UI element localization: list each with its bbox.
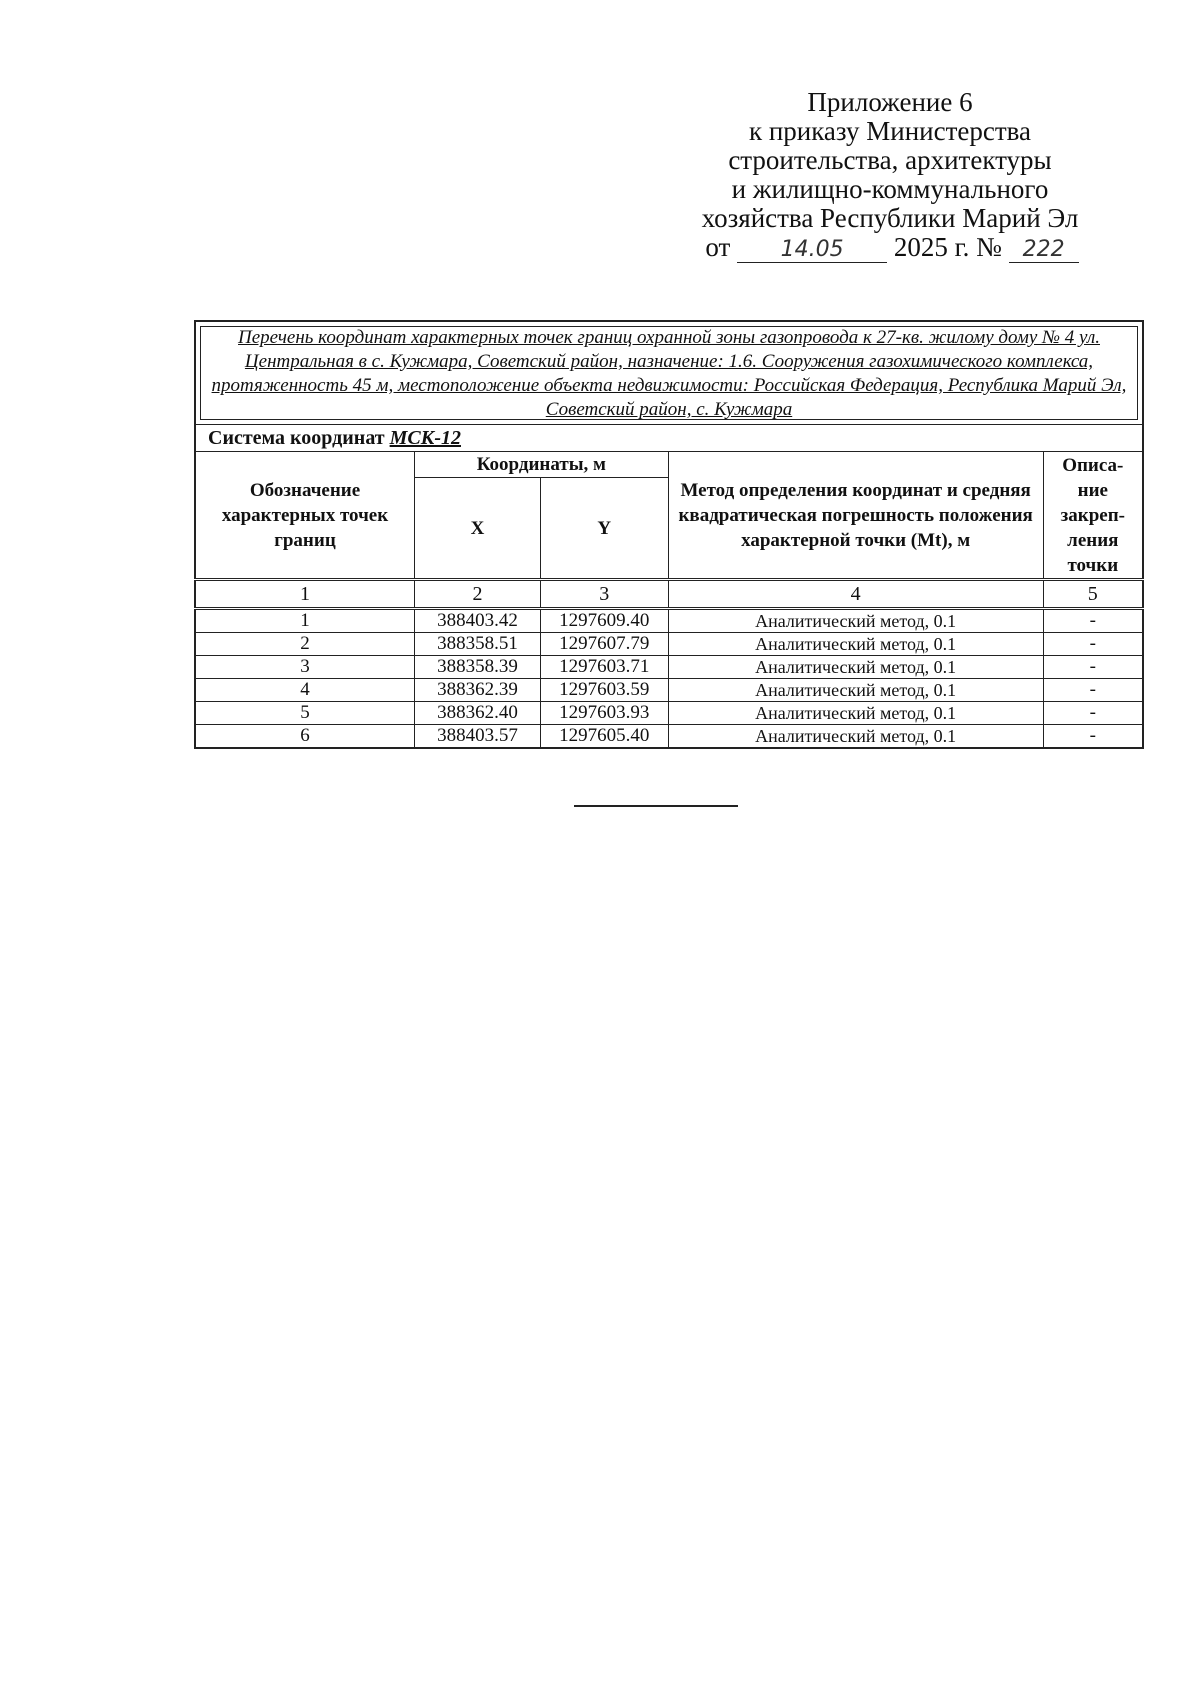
y-value: 1297603.71 xyxy=(540,656,668,679)
description-value: - xyxy=(1043,609,1143,633)
column-number: 3 xyxy=(540,580,668,609)
year-and-number-label: 2025 г. № xyxy=(893,232,1002,262)
header-coordinates: Координаты, м xyxy=(415,452,669,478)
header-method: Метод определения координат и средняя квадратическая погрешность положения характерной точки (Mt), м xyxy=(668,452,1043,580)
table-row xyxy=(195,656,1143,679)
appendix-number: Приложение 6 xyxy=(807,87,973,117)
point-id: 3 xyxy=(195,656,415,679)
order-reference: к приказу Министерства xyxy=(748,116,1032,146)
table-row xyxy=(195,702,1143,725)
method-value: Аналитический метод, 0.1 xyxy=(668,633,1043,656)
method-value: Аналитический метод, 0.1 xyxy=(668,609,1043,633)
order-date: 14.05 xyxy=(737,238,887,263)
point-id: 2 xyxy=(195,633,415,656)
y-value: 1297603.93 xyxy=(540,702,668,725)
header-point: Обозначение характерных точек границ xyxy=(195,452,415,580)
y-value: 1297609.40 xyxy=(540,609,668,633)
coordinates-table xyxy=(194,320,1144,749)
description-value: - xyxy=(1043,656,1143,679)
column-number: 5 xyxy=(1043,580,1143,609)
ministry-name-1: строительства, архитектуры xyxy=(728,145,1052,175)
description-value: - xyxy=(1043,633,1143,656)
x-value: 388403.57 xyxy=(415,725,541,749)
point-id: 4 xyxy=(195,679,415,702)
x-value: 388403.42 xyxy=(415,609,541,633)
method-value: Аналитический метод, 0.1 xyxy=(668,702,1043,725)
column-number: 2 xyxy=(415,580,541,609)
y-value: 1297607.79 xyxy=(540,633,668,656)
x-value: 388362.39 xyxy=(415,679,541,702)
order-number: 222 xyxy=(1009,238,1079,263)
coordinate-system-code: МСК-12 xyxy=(389,426,461,449)
method-value: Аналитический метод, 0.1 xyxy=(668,679,1043,702)
description-value: - xyxy=(1043,702,1143,725)
point-id: 6 xyxy=(195,725,415,749)
ministry-name-3: хозяйства Республики Марий Эл xyxy=(701,203,1079,233)
x-value: 388358.39 xyxy=(415,656,541,679)
table-row xyxy=(195,609,1143,633)
coordinate-system xyxy=(195,425,1143,452)
appendix-header xyxy=(640,88,1140,263)
description-value: - xyxy=(1043,725,1143,749)
order-date-line xyxy=(644,233,1140,263)
table-row xyxy=(195,679,1143,702)
x-value: 388362.40 xyxy=(415,702,541,725)
y-value: 1297603.59 xyxy=(540,679,668,702)
method-value: Аналитический метод, 0.1 xyxy=(668,656,1043,679)
header-description: Описа-ние закреп-ления точки xyxy=(1043,452,1143,580)
y-value: 1297605.40 xyxy=(540,725,668,749)
point-id: 5 xyxy=(195,702,415,725)
date-prefix: от xyxy=(705,232,731,262)
method-value: Аналитический метод, 0.1 xyxy=(668,725,1043,749)
point-id: 1 xyxy=(195,609,415,633)
end-divider xyxy=(574,805,738,807)
x-value: 388358.51 xyxy=(415,633,541,656)
column-number: 4 xyxy=(668,580,1043,609)
header-x: X xyxy=(415,478,541,580)
table-caption: Перечень координат характерных точек границ охранной зоны газопровода к 27-кв. жилому дому № 4 ул. Центральная в с. Кужмара, Советский район, назначение: 1.6. Сооружения газохимического комплекса, протяженность 45 м, местоположение объекта недвижимости: Российская Федерация, Республика Марий Эл, Советский район, с. Кужмара xyxy=(195,321,1143,425)
table-row xyxy=(195,725,1143,749)
ministry-name-2: и жилищно-коммунального xyxy=(731,174,1049,204)
description-value: - xyxy=(1043,679,1143,702)
coordinate-system-label: Система координат xyxy=(208,426,385,449)
table-row xyxy=(195,633,1143,656)
header-y: Y xyxy=(540,478,668,580)
column-number: 1 xyxy=(195,580,415,609)
